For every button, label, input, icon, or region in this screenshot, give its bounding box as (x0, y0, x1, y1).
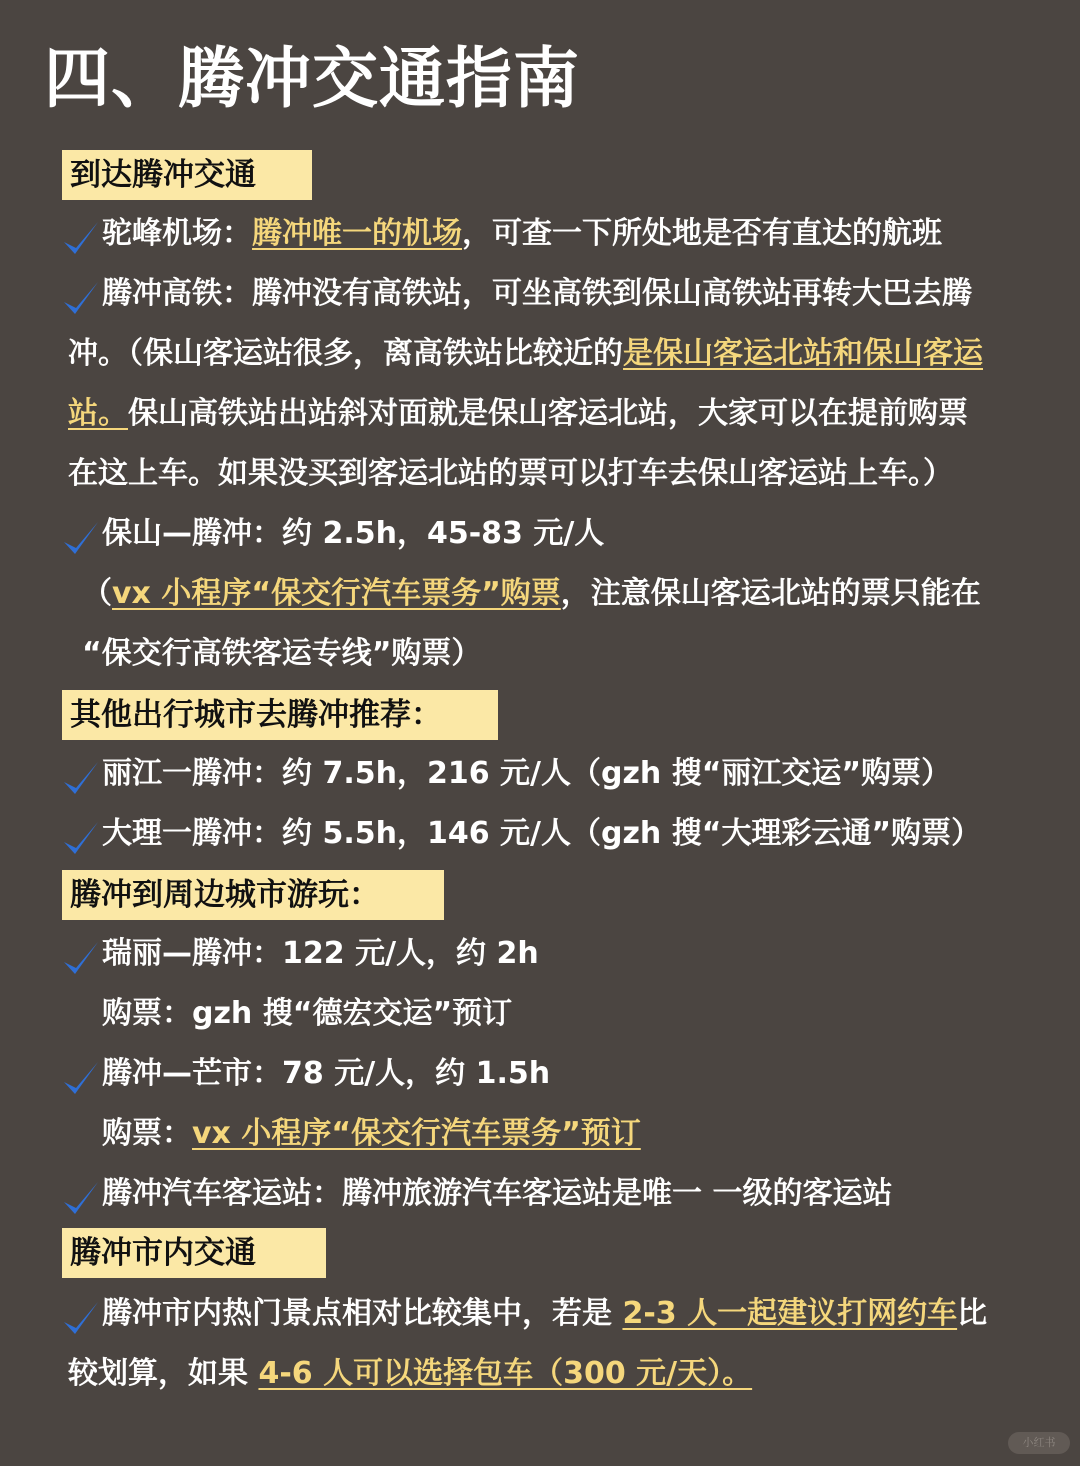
line-city-transport-cont: 较划算，如果 4-6 人可以选择包车（300 元/天）。 (68, 1356, 753, 1391)
check-icon (60, 938, 100, 978)
check-icon (60, 1178, 100, 1218)
line-bus-station: 腾冲汽车客运站：腾冲旅游汽车客运站是唯一 一级的客运站 (102, 1176, 893, 1211)
line-ruili-ticket: 购票：gzh 搜“德宏交运”预订 (102, 996, 513, 1031)
check-icon (60, 1298, 100, 1338)
line-railway: 腾冲高铁：腾冲没有高铁站，可坐高铁到保山高铁站再转大巴去腾 (102, 276, 972, 311)
line-airport: 驼峰机场：腾冲唯一的机场，可查一下所处地是否有直达的航班 (102, 216, 942, 251)
line-baoshan-tengchong: 保山—腾冲：约 2.5h，45-83 元/人 (102, 516, 605, 551)
line-mangshi-ticket: 购票：vx 小程序“保交行汽车票务”预订 (102, 1116, 641, 1151)
section-header-city: 腾冲市内交通 (62, 1228, 326, 1278)
line-baoshan-ticket: （vx 小程序“保交行汽车票务”购票，注意保山客运北站的票只能在 (82, 576, 981, 611)
line-dali: 大理一腾冲：约 5.5h，146 元/人（gzh 搜“大理彩云通”购票） (102, 816, 982, 851)
line-railway-cont: 站。保山高铁站出站斜对面就是保山客运北站，大家可以在提前购票 (68, 396, 968, 431)
check-icon (60, 1058, 100, 1098)
section-header-arrival: 到达腾冲交通 (62, 150, 312, 200)
section-header-other-cities: 其他出行城市去腾冲推荐： (62, 690, 498, 740)
check-icon (60, 518, 100, 558)
line-railway-cont: 冲。（保山客运站很多，离高铁站比较近的是保山客运北站和保山客运 (68, 336, 983, 371)
line-lijiang: 丽江一腾冲：约 7.5h，216 元/人（gzh 搜“丽江交运”购票） (102, 756, 952, 791)
check-icon (60, 758, 100, 798)
line-railway-cont: 在这上车。如果没买到客运北站的票可以打车去保山客运站上车。） (68, 456, 953, 491)
line-mangshi: 腾冲—芒市：78 元/人，约 1.5h (102, 1056, 551, 1091)
page-title: 四、腾冲交通指南 (44, 40, 580, 117)
line-city-transport: 腾冲市内热门景点相对比较集中，若是 2-3 人一起建议打网约车比 (102, 1296, 988, 1331)
check-icon (60, 818, 100, 858)
check-icon (60, 218, 100, 258)
line-baoshan-ticket-cont: “保交行高铁客运专线”购票） (82, 636, 482, 671)
watermark: 小红书 (1008, 1432, 1070, 1454)
line-ruili: 瑞丽—腾冲：122 元/人，约 2h (102, 936, 539, 971)
check-icon (60, 278, 100, 318)
section-header-nearby: 腾冲到周边城市游玩： (62, 870, 444, 920)
